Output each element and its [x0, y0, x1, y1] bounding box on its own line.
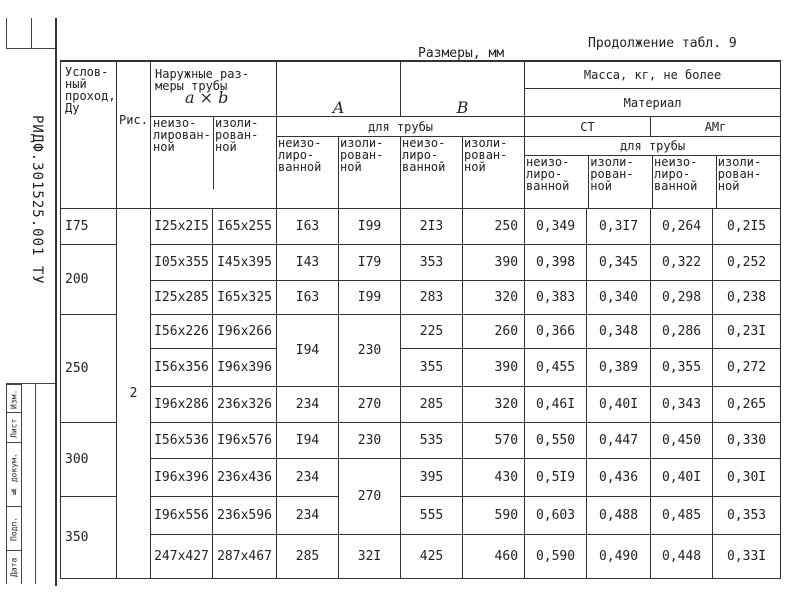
b-noninsul-cell: 355: [401, 349, 463, 387]
mass-cell: 0,603: [525, 497, 587, 535]
b-noninsul-cell: 535: [401, 423, 463, 459]
mass-cell: 0,30I: [713, 459, 781, 497]
a-insul-cell: 270: [339, 387, 401, 423]
outer-b-cell: I96x576: [213, 423, 277, 459]
table-row: [61, 245, 781, 281]
outer-b-cell: I45x395: [213, 245, 277, 281]
b-noninsul-cell: 425: [401, 535, 463, 579]
mass-cell: 0,343: [651, 387, 713, 423]
m3-header: неизо- лиро- ванной: [653, 156, 717, 208]
m4-header: изоли- рован- ной: [717, 155, 762, 193]
mass-cell: 0,272: [713, 349, 781, 387]
mass-cell: 0,33I: [713, 535, 781, 579]
table-continuation: Продолжение табл. 9: [588, 36, 737, 51]
outer-noninsul-header: неизо- лирован- ной: [152, 117, 214, 189]
stamp-data: Дата: [7, 550, 21, 584]
outer-a-cell: I56x226: [151, 315, 213, 349]
du-cell: 200: [61, 245, 117, 315]
stamp-podp: Подп.: [7, 506, 21, 551]
mass-cell: 0,264: [651, 209, 713, 245]
mass-cell: 0,286: [651, 315, 713, 349]
a-insul-cell: I99: [339, 209, 401, 245]
outer-a-cell: I96x286: [151, 387, 213, 423]
outer-subheaders: [151, 117, 277, 209]
mass-cell: 0,448: [651, 535, 713, 579]
mass-cell: 0,2I5: [713, 209, 781, 245]
document-code: РИДФ.301525.001 ТУ: [29, 115, 45, 285]
mass-cell: 0,5I9: [525, 459, 587, 497]
outer-a-cell: I96x396: [151, 459, 213, 497]
b-noninsul-cell: 283: [401, 281, 463, 315]
col-b-header: B: [401, 61, 525, 117]
du-cell: 300: [61, 423, 117, 497]
a-noninsul-header: неизо- лиро- ванной: [277, 137, 339, 209]
table-row: [61, 423, 781, 459]
b-insul-cell: 390: [463, 349, 525, 387]
outer-b-cell: I65x255: [213, 209, 277, 245]
material-header: Материал: [525, 89, 781, 117]
outer-a-cell: I25x285: [151, 281, 213, 315]
outer-b-cell: 236x436: [213, 459, 277, 497]
mass-cell: 0,349: [525, 209, 587, 245]
b-insul-cell: 260: [463, 315, 525, 349]
dimensions-table: [60, 60, 781, 579]
a-noninsul-cell: 285: [277, 535, 339, 579]
a-insul-cell: I99: [339, 281, 401, 315]
a-noninsul-cell: I63: [277, 281, 339, 315]
mass-subheaders: [525, 137, 781, 209]
table-row: [61, 497, 781, 535]
mass-cell: 0,46I: [525, 387, 587, 423]
stamp-izm: Изм.: [7, 384, 21, 413]
outer-b-cell: 236x326: [213, 387, 277, 423]
mass-cell: 0,383: [525, 281, 587, 315]
mass-cell: 0,23I: [713, 315, 781, 349]
mass-cell: 0,40I: [651, 459, 713, 497]
mass-cell: 0,490: [587, 535, 651, 579]
table-row: [61, 281, 781, 315]
mass-for-pipe-header: для трубы: [525, 137, 780, 156]
table-row: [61, 387, 781, 423]
mass-cell: 0,590: [525, 535, 587, 579]
a-noninsul-cell: I43: [277, 245, 339, 281]
b-noninsul-cell: 555: [401, 497, 463, 535]
b-insul-cell: 320: [463, 387, 525, 423]
mass-cell: 0,488: [587, 497, 651, 535]
mass-cell: 0,3I7: [587, 209, 651, 245]
mass-cell: 0,447: [587, 423, 651, 459]
mass-cell: 0,450: [651, 423, 713, 459]
mass-cell: 0,389: [587, 349, 651, 387]
b-noninsul-cell: 353: [401, 245, 463, 281]
outer-a-cell: 247x427: [151, 535, 213, 579]
b-insul-cell: 590: [463, 497, 525, 535]
a-noninsul-cell: 234: [277, 459, 339, 497]
table-row: [61, 535, 781, 579]
m2-header: изоли- рован- ной: [589, 156, 653, 208]
a-noninsul-cell: I94: [277, 423, 339, 459]
mass-cell: 0,330: [713, 423, 781, 459]
b-insul-cell: 460: [463, 535, 525, 579]
m1-header: неизо- лиро- ванной: [525, 156, 589, 208]
mass-cell: 0,238: [713, 281, 781, 315]
a-insul-cell: 230: [339, 423, 401, 459]
a-noninsul-cell: 234: [277, 497, 339, 535]
a-noninsul-cell: 234: [277, 387, 339, 423]
b-insul-cell: 320: [463, 281, 525, 315]
col-a-header: A: [277, 61, 401, 117]
outer-a-cell: I25x2I5: [151, 209, 213, 245]
outer-a-cell: I56x536: [151, 423, 213, 459]
col-mass-header: Масса, кг, не более: [525, 61, 781, 89]
ris-cell: 2: [117, 209, 151, 579]
stamp-list: Лист: [7, 412, 21, 443]
b-insul-cell: 430: [463, 459, 525, 497]
outer-a-cell: I56x356: [151, 349, 213, 387]
b-insul-cell: 250: [463, 209, 525, 245]
b-noninsul-cell: 225: [401, 315, 463, 349]
table-body: [61, 209, 781, 579]
amg-header: АМг: [651, 117, 781, 137]
outer-a-cell: I05x355: [151, 245, 213, 281]
outer-b-cell: I96x396: [213, 349, 277, 387]
mass-cell: 0,455: [525, 349, 587, 387]
b-noninsul-cell: 395: [401, 459, 463, 497]
a-insul-cell: 32I: [339, 535, 401, 579]
a-insul-cell: 230: [339, 315, 401, 387]
du-cell: I75: [61, 209, 117, 245]
corner-box: [6, 18, 55, 49]
mass-cell: 0,298: [651, 281, 713, 315]
a-noninsul-cell: I94: [277, 315, 339, 387]
mass-cell: 0,348: [587, 315, 651, 349]
b-insul-cell: 570: [463, 423, 525, 459]
mass-cell: 0,40I: [587, 387, 651, 423]
outer-symbol: a × b: [185, 88, 229, 107]
st-header: СТ: [525, 117, 651, 137]
table-row: [61, 209, 781, 245]
col-ris-header: Рис.: [117, 61, 151, 209]
mass-cell: 0,340: [587, 281, 651, 315]
outer-b-cell: 236x596: [213, 497, 277, 535]
revision-stamp: [6, 383, 55, 584]
outer-b-cell: I65x325: [213, 281, 277, 315]
b-noninsul-header: неизо- лиро- ванной: [401, 137, 463, 209]
mass-cell: 0,355: [651, 349, 713, 387]
mass-cell: 0,322: [651, 245, 713, 281]
b-noninsul-cell: 2I3: [401, 209, 463, 245]
mass-cell: 0,353: [713, 497, 781, 535]
mass-cell: 0,485: [651, 497, 713, 535]
mass-cell: 0,398: [525, 245, 587, 281]
mass-cell: 0,345: [587, 245, 651, 281]
mass-cell: 0,252: [713, 245, 781, 281]
ab-for-pipe-header: для трубы: [277, 117, 525, 137]
du-cell: 250: [61, 315, 117, 423]
outer-b-cell: I96x266: [213, 315, 277, 349]
outer-a-cell: I96x556: [151, 497, 213, 535]
b-noninsul-cell: 285: [401, 387, 463, 423]
stamp-dokum: № докум.: [7, 442, 21, 507]
outer-insul-header: изоли- рован- ной: [215, 116, 259, 154]
a-insul-cell: 270: [339, 459, 401, 535]
b-insul-header: изоли- рован- ной: [463, 137, 525, 209]
a-noninsul-cell: I63: [277, 209, 339, 245]
table-row: [61, 315, 781, 349]
units-caption: Размеры, мм: [418, 46, 505, 61]
a-insul-header: изоли- рован- ной: [339, 137, 401, 209]
col-du-header: Услов- ный проход, Ду: [61, 61, 117, 209]
table-row: [61, 459, 781, 497]
a-insul-cell: I79: [339, 245, 401, 281]
outer-b-cell: 287x467: [213, 535, 277, 579]
table-row: [61, 349, 781, 387]
mass-cell: 0,366: [525, 315, 587, 349]
b-insul-cell: 390: [463, 245, 525, 281]
col-outer-header: Наружные раз- меры трубы a × b: [151, 61, 277, 117]
mass-cell: 0,550: [525, 423, 587, 459]
mass-cell: 0,265: [713, 387, 781, 423]
mass-cell: 0,436: [587, 459, 651, 497]
du-cell: 350: [61, 497, 117, 579]
